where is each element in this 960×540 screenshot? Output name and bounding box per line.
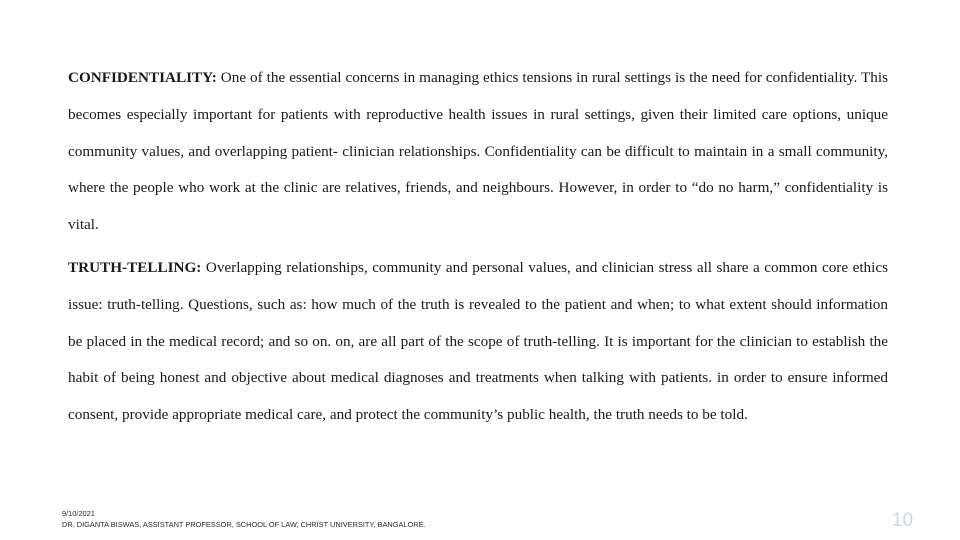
truth-telling-text: Overlapping relationships, community and personal values, and clinician stress all share a common core ethics issue: truth-telling. Questions, such as: how much of the truth is revealed to the patient and when; to what extent should information be placed in the medical record; and so on. on, are all part of the scope of truth-telling. It is important for the clinician to establish the habit of being honest and objective about medical diagnoses and treatments when talking with patients. in order to ensure informed consent, provide appropriate medical care, and protect the community’s public health, the truth needs to be told. xyxy=(68,258,889,424)
confidentiality-heading: CONFIDENTIALITY: xyxy=(68,69,217,86)
truth-telling-heading: TRUTH-TELLING: xyxy=(68,258,202,276)
footer-date: 9/10/2021 xyxy=(62,509,95,518)
footer-author: DR. DIGANTA BISWAS, ASSISTANT PROFESSOR, SCHOOL OF LAW, CHRIST UNIVERSITY, BANGALORE. xyxy=(62,520,426,529)
truth-telling-paragraph xyxy=(68,250,888,434)
confidentiality-paragraph xyxy=(68,60,888,244)
page-number: 10 xyxy=(891,510,914,531)
confidentiality-text: One of the essential concerns in managing ethics tensions in rural settings is the need for confidentiality. This becomes especially important for patients with reproductive health issues in rural settings, given their limited care options, unique community values, and overlapping patient- clinician relationships. Confidentiality can be difficult to maintain in a small community, where the people who work at the clinic are relatives, friends, and neighbours. However, in order to “do no harm,” confidentiality is vital. xyxy=(68,69,888,234)
slide-footer xyxy=(62,508,426,530)
slide-body xyxy=(68,60,888,434)
